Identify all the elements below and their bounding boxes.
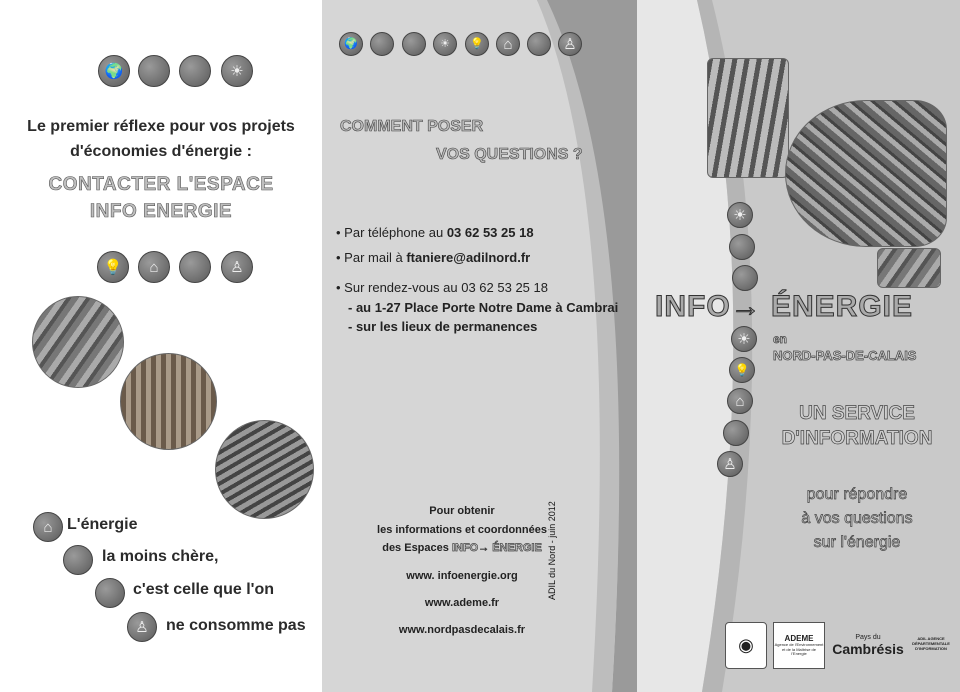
- brand-region: NORD-PAS-DE-CALAIS: [773, 348, 917, 363]
- rdv-line: • Sur rendez-vous au 03 62 53 25 18: [336, 280, 548, 295]
- circle-icon: [179, 55, 211, 87]
- circle-icon: [402, 32, 426, 56]
- brand-en: en: [773, 332, 788, 346]
- person-icon: ♙: [221, 251, 253, 283]
- sun-icon: ☀: [727, 202, 753, 228]
- headline-line1: Le premier réflexe pour vos projets: [27, 118, 295, 135]
- house-icon: ⌂: [138, 251, 170, 283]
- ampoule-icon: 💡: [729, 357, 755, 383]
- sun-icon: ☀: [433, 32, 457, 56]
- circle-icon: [732, 265, 758, 291]
- circle-icon: [527, 32, 551, 56]
- cambresis-logo: Pays du Cambrésis: [832, 633, 904, 657]
- circle-icon: [723, 420, 749, 446]
- circle-icon: [63, 545, 93, 575]
- left-panel: [0, 0, 322, 692]
- person-icon: ♙: [717, 451, 743, 477]
- house-icon: ⌂: [33, 512, 63, 542]
- office-photo-small: [707, 58, 789, 178]
- slogan-line1: L'énergie: [67, 516, 138, 533]
- ademe-logo-subtext: Agence de l'Environnement et de la Maîtrise de l'Energie: [774, 642, 824, 657]
- service-line2: D'INFORMATION: [781, 428, 933, 449]
- ademe-logo-text: ADEME: [784, 634, 814, 644]
- obtain-brand: INFO→ ÉNERGIE: [451, 542, 542, 554]
- globe-icon: 🌍: [339, 32, 363, 56]
- obtain-line3: des Espaces INFO→ ÉNERGIE: [382, 542, 542, 554]
- panel-wave-background: [322, 0, 637, 692]
- contact-line2: INFO ENERGIE: [89, 201, 233, 222]
- brand-title: INFO→ ÉNERGIE: [655, 290, 914, 323]
- ampoule-icon: 💡: [465, 32, 489, 56]
- service-line1: UN SERVICE: [799, 403, 915, 424]
- globe-icon: 🌍: [98, 55, 130, 87]
- advisor-meeting-photo: [785, 100, 947, 247]
- ampoule-icon: 💡: [97, 251, 129, 283]
- slogan-line4: ne consomme pas: [166, 617, 306, 634]
- circle-icon: [370, 32, 394, 56]
- link-infoenergie[interactable]: www. infoenergie.org: [406, 570, 518, 582]
- roof-worker-photo: [32, 296, 124, 388]
- house-icon: ⌂: [727, 388, 753, 414]
- consultation-photo: [877, 248, 941, 288]
- question-title-line2: VOS QUESTIONS ?: [436, 146, 583, 163]
- circle-icon: [95, 578, 125, 608]
- answer-line2: à vos questions: [801, 510, 913, 527]
- rdv-permanences: - sur les lieux de permanences: [348, 319, 538, 334]
- mail-address-link[interactable]: ftaniere@adilnord.fr: [406, 250, 531, 265]
- right-panel: [637, 0, 960, 692]
- person-icon: ♙: [127, 612, 157, 642]
- wood-wall-photo: [120, 353, 217, 450]
- obtain-line1: Pour obtenir: [429, 505, 495, 517]
- house-icon: ⌂: [496, 32, 520, 56]
- slogan-line2: la moins chère,: [102, 548, 219, 565]
- obtain-line2: les informations et coordonnées: [377, 524, 547, 536]
- middle-panel: [322, 0, 637, 692]
- circle-icon: [138, 55, 170, 87]
- circle-icon: [729, 234, 755, 260]
- region-logo: ◉: [725, 622, 767, 669]
- link-nordpasdecalais[interactable]: www.nordpasdecalais.fr: [398, 624, 526, 636]
- question-title-line1: COMMENT POSER: [340, 118, 484, 135]
- sun-icon: ☀: [221, 55, 253, 87]
- mail-line: • Par mail à ftaniere@adilnord.fr: [336, 250, 531, 265]
- answer-line1: pour répondre: [806, 486, 908, 503]
- sun-icon: ☀: [731, 326, 757, 352]
- circle-icon: [179, 251, 211, 283]
- answer-line3: sur l'énergie: [813, 534, 901, 551]
- phone-number[interactable]: 03 62 53 25 18: [446, 225, 534, 240]
- solar-panel-photo: [215, 420, 314, 519]
- contact-line1: CONTACTER L'ESPACE: [48, 174, 274, 195]
- person-icon: ♙: [558, 32, 582, 56]
- vertical-credit: ADIL du Nord - juin 2012: [547, 501, 557, 600]
- phone-line: • Par téléphone au 03 62 53 25 18: [336, 225, 534, 240]
- slogan-line3: c'est celle que l'on: [133, 581, 274, 598]
- adil-logo: ADIL AGENCE DÉPARTEMENTALE D'INFORMATION: [912, 636, 950, 651]
- headline-line2: d'économies d'énergie :: [70, 143, 252, 160]
- rdv-address: - au 1-27 Place Porte Notre Dame à Cambrai: [348, 300, 619, 315]
- link-ademe[interactable]: www.ademe.fr: [424, 597, 500, 609]
- ademe-logo: [773, 622, 825, 669]
